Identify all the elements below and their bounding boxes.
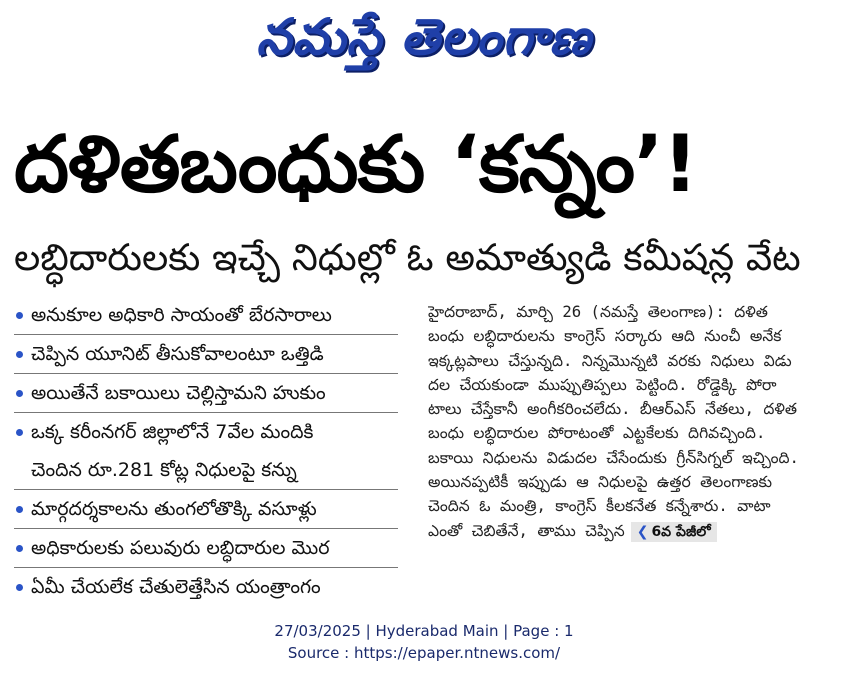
article-line: బంధు లబ్ధిదారులను కాంగ్రెస్ సర్కారు ఆది నుంచీ అనేక [428, 327, 782, 346]
article-line: చెందిన ఓ మంత్రి, కాంగ్రెస్ కీలకనేత కన్నేశారు. వాటా [428, 497, 771, 516]
bullet-text: ఏమీ చేయలేక చేతులెత్తేసిన యంత్రాంగం [31, 576, 321, 598]
masthead-logo: నమస్తే తెలంగాణ [256, 8, 592, 66]
bullet-dot-icon [16, 545, 23, 552]
bullet-text: ఒక్క కరీంనగర్ జిల్లాలోనే 7వేల మందికి [31, 421, 314, 443]
bullet-text: అధికారులకు పలువురు లబ్ధిదారుల మొర [31, 537, 330, 559]
bullet-dot-icon [16, 429, 23, 436]
bullet-item [14, 296, 398, 335]
headline: దళితబంధుకు ‘కన్నం’! [14, 120, 698, 210]
article-line: టాలు చేస్తేకానీ అంగీకరించలేదు. బీఆర్ఎస్ నేతలు, దళిత [428, 400, 798, 419]
continue-arrow-icon: ❮ [636, 523, 649, 540]
article-line: హైదరాబాద్, మార్చి 26 (నమస్తే తెలంగాణ): దళిత [428, 303, 768, 321]
continued-on-page-link[interactable] [631, 522, 717, 542]
bullet-item [14, 335, 398, 374]
article-line: అయినప్పటికీ ఇప్పుడు ఆ నిధులపై ఉత్తర తెలంగాణకు [428, 473, 773, 492]
article-body [428, 300, 832, 596]
article-last-line [428, 519, 832, 543]
bullet-item [14, 568, 398, 606]
article-line: ఎంతో చెబితేనే, తాము చెప్పిన [428, 521, 625, 540]
footer-source: Source : https://epaper.ntnews.com/ [287, 644, 561, 662]
article-line: ఇక్కట్లపాలు చేస్తున్నది. నిన్నమొన్నటి వరకు నిధులు విడు [428, 351, 792, 370]
bullet-text: మార్గదర్శకాలను తుంగలోతొక్కి వసూళ్లు [31, 498, 317, 520]
article-line: దల చేయకుండా ముప్పుతిప్పలు పెట్టింది. రోడ్డెక్కి పోరా [428, 375, 777, 394]
bullet-item-continuation [14, 451, 398, 490]
masthead [0, 4, 848, 70]
bullet-text: చెందిన రూ.281 కోట్ల నిధులపై కన్ను [31, 459, 297, 481]
bullet-text: చెప్పిన యూనిట్ తీసుకోవాలంటూ ఒత్తిడి [31, 343, 324, 365]
bullet-text: అయితేనే బకాయిలు చెల్లిస్తామని హుకుం [31, 382, 326, 404]
bullet-dot-icon [16, 351, 23, 358]
bullet-dot-icon [16, 312, 23, 319]
bullet-item [14, 374, 398, 413]
bullet-item [14, 413, 398, 451]
article-line: బకాయి నిధులను విడుదల చేసేందుకు గ్రీన్‌సిగ్నల్ ఇచ్చింది. [428, 448, 799, 467]
footer [0, 620, 848, 664]
subheadline: లబ్ధిదారులకు ఇచ్చే నిధుల్లో ఓ అమాత్యుడి కమీషన్ల వేట [14, 236, 801, 279]
bullet-text: అనుకూల అధికారి సాయంతో బేరసారాలు [31, 304, 332, 326]
bullet-dot-icon [16, 390, 23, 397]
bullet-dot-icon [16, 506, 23, 513]
continued-label: 6వ పేజీలో [651, 523, 711, 540]
article-line: బంధు లబ్ధిదారుల పోరాటంతో ఎట్టకేలకు దిగివచ్చింది. [428, 424, 766, 443]
bullet-dot-icon [16, 584, 23, 591]
bullet-item [14, 529, 398, 568]
footer-edition: 27/03/2025 | Hyderabad Main | Page : 1 [274, 622, 574, 640]
bullet-list [14, 296, 398, 606]
bullet-item [14, 490, 398, 529]
